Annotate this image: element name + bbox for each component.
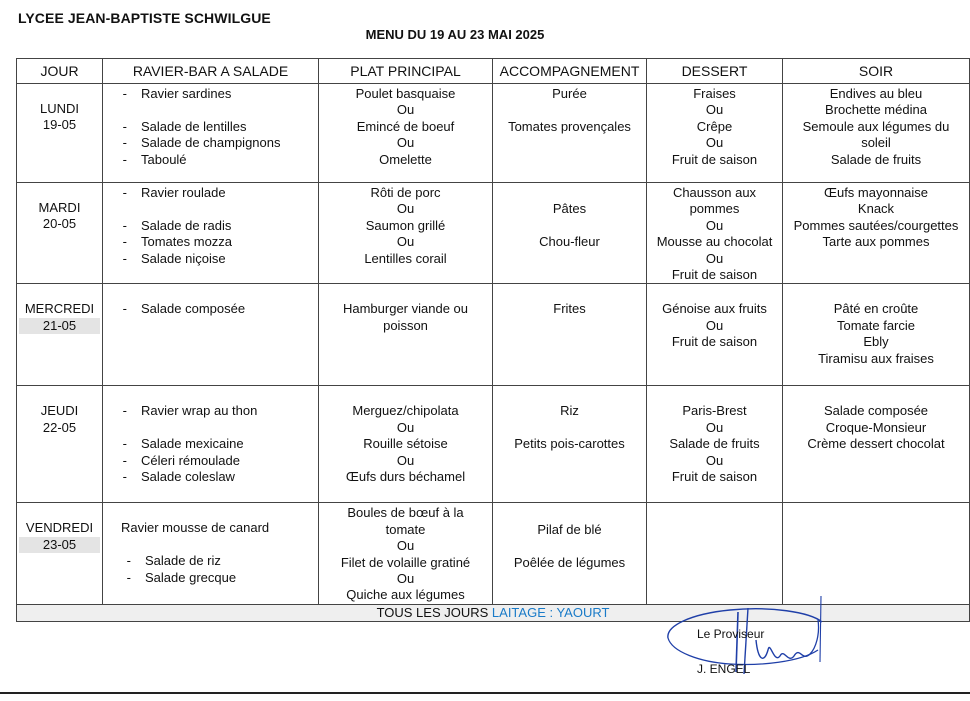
accomp-cell: Riz Petits pois-carottes — [493, 386, 647, 503]
day-cell — [17, 386, 103, 503]
day-name: MARDI — [38, 200, 81, 215]
ravier-cell — [103, 84, 319, 183]
soir-cell: Endives au bleu Brochette médina Semoule aux légumes du soleil Salade de fruits — [783, 84, 970, 183]
day-name: MERCREDI — [24, 301, 95, 317]
soir-cell: Pâté en croûte Tomate farcie Ebly Tiramisu aux fraises — [783, 284, 970, 386]
row-jeudi — [17, 386, 970, 503]
day-cell — [17, 503, 103, 604]
plat-cell: Merguez/chipolata Ou Rouille sétoise Ou Œufs durs béchamel — [319, 386, 493, 503]
list-item: - Tomates mozza — [122, 234, 233, 250]
row-lundi — [17, 84, 970, 183]
header-row — [17, 59, 970, 84]
day-name: LUNDI — [39, 101, 79, 116]
plat-cell: Rôti de porc Ou Saumon grillé Ou Lentilles corail — [319, 183, 493, 284]
accomp-cell: Pâtes Chou-fleur — [493, 183, 647, 284]
day-name: VENDREDI — [25, 520, 94, 536]
day-date: 19-05 — [42, 117, 77, 133]
soir-cell: Salade composée Croque-Monsieur Crème dessert chocolat — [783, 386, 970, 503]
plat-cell: Hamburger viande ou poisson — [319, 284, 493, 386]
list-item: - Ravier roulade — [122, 185, 226, 200]
list-item: - Salade coleslaw — [122, 469, 235, 484]
list-item: - Ravier wrap au thon — [122, 403, 258, 419]
list-item: - Salade de radis — [122, 217, 232, 233]
plat-cell: Poulet basquaise Ou Emincé de boeuf Ou Omelette — [319, 84, 493, 183]
list-item: - Salade mexicaine — [122, 436, 244, 452]
list-item: - Taboulé — [122, 151, 187, 167]
signature-role: Le Proviseur — [697, 627, 765, 641]
signature-name: J. ENGEL — [697, 662, 751, 676]
list-item: - Céleri rémoulade — [122, 452, 240, 468]
plat-cell: Boules de bœuf à la tomate Ou Filet de volaille gratiné Ou Quiche aux légumes — [319, 503, 493, 604]
day-cell — [17, 284, 103, 386]
col-accompagnement: ACCOMPAGNEMENT — [493, 59, 647, 84]
accomp-cell: Pilaf de blé Poêlée de légumes — [493, 503, 647, 604]
row-mercredi — [17, 284, 970, 386]
day-date: 20-05 — [42, 216, 77, 232]
list-item: - Salade grecque — [126, 569, 237, 585]
menu-title — [0, 27, 970, 42]
ravier-cell — [103, 386, 319, 503]
footer-label: TOUS LES JOURS — [376, 604, 489, 620]
list-item: - Salade de champignons — [122, 135, 281, 151]
list-item: Ravier mousse de canard — [121, 520, 270, 536]
bottom-rule — [0, 692, 970, 694]
accomp-cell: Purée Tomates provençales — [493, 84, 647, 183]
dessert-cell: Chausson aux pommes Ou Mousse au chocolat Ou Fruit de saison — [647, 183, 783, 284]
col-jour: JOUR — [17, 59, 103, 84]
list-item: - Salade de riz — [126, 553, 221, 569]
menu-title-text: MENU DU 19 AU 23 MAI 2025 — [365, 27, 545, 42]
menu-table — [16, 58, 970, 622]
soir-cell: Œufs mayonnaise Knack Pommes sautées/courgettes Tarte aux pommes — [783, 183, 970, 284]
ravier-cell — [103, 503, 319, 604]
dessert-cell: Paris-Brest Ou Salade de fruits Ou Fruit de saison — [647, 386, 783, 503]
col-dessert: DESSERT — [647, 59, 783, 84]
day-date: 22-05 — [42, 419, 77, 435]
col-ravier: RAVIER-BAR A SALADE — [103, 59, 319, 84]
ravier-cell — [103, 183, 319, 284]
day-cell — [17, 84, 103, 183]
list-item: - Salade composée — [122, 301, 246, 317]
dessert-cell: Génoise aux fruits Ou Fruit de saison — [647, 284, 783, 386]
school-name: LYCEE JEAN-BAPTISTE SCHWILGUE — [18, 10, 271, 26]
dessert-cell: Fraises Ou Crêpe Ou Fruit de saison — [647, 84, 783, 183]
day-date: 23-05 — [19, 537, 100, 553]
list-item: - Salade de lentilles — [122, 118, 247, 134]
list-item: - Salade niçoise — [122, 250, 226, 266]
day-date: 21-05 — [19, 318, 100, 334]
footer-note: LAITAGE : YAOURT — [491, 604, 610, 620]
accomp-cell: Frites — [493, 284, 647, 386]
col-plat: PLAT PRINCIPAL — [319, 59, 493, 84]
col-soir: SOIR — [783, 59, 970, 84]
row-mardi — [17, 183, 970, 284]
list-item: - Ravier sardines — [122, 86, 232, 101]
day-name: JEUDI — [40, 403, 79, 419]
ravier-cell — [103, 284, 319, 386]
day-cell — [17, 183, 103, 284]
